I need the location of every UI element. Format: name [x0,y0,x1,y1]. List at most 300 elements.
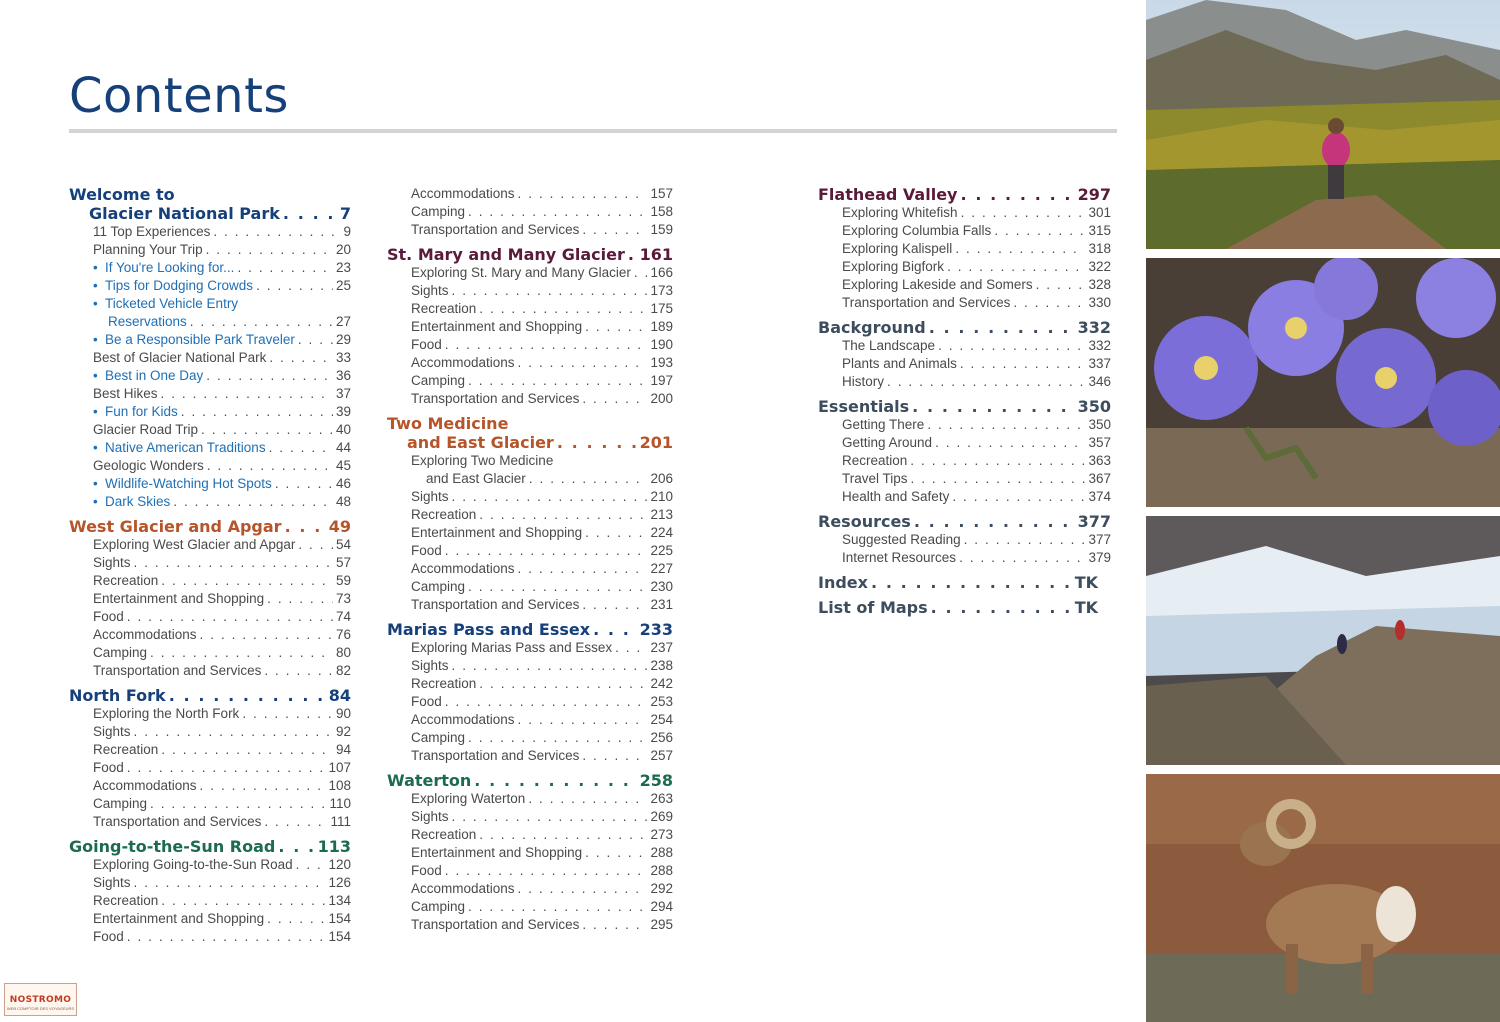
chapter-title: Going-to-the-Sun Road [69,837,276,856]
entry-page: 337 [1088,356,1111,371]
entry-page: 44 [335,440,351,455]
entry-label: Transportation and Services [411,597,580,612]
toc-entry[interactable] [387,880,673,898]
leader-dots [269,349,333,367]
toc-entry[interactable] [387,693,673,711]
entry-page: 301 [1088,205,1111,220]
section-list-of-maps [818,598,1098,617]
leader-dots [585,844,647,862]
nostromo-badge [4,983,77,1016]
bullet-icon: • [93,476,98,491]
leader-dots [161,892,325,910]
toc-entry[interactable] [69,928,351,946]
leader-dots [161,572,333,590]
chapter-page: 84 [328,686,351,705]
section-two-medicine [387,414,673,614]
entry-label: Camping [411,373,466,388]
toc-entry-line1[interactable]: Exploring Two Medicine [411,453,554,468]
toc-entry[interactable] [69,777,351,795]
leader-dots [452,657,648,675]
entry-label: Accommodations [411,712,515,727]
leader-dots [267,590,333,608]
entry-page: 158 [650,204,673,219]
toc-entry[interactable] [387,372,673,390]
toc-highlight-entry-line2[interactable] [69,313,351,331]
entry-page: 254 [650,712,673,727]
toc-highlight-entry[interactable] [69,367,351,385]
entry-label: Food [93,609,124,624]
toc-entry[interactable] [387,862,673,880]
toc-entry[interactable] [69,856,351,874]
toc-entry[interactable] [387,221,673,239]
entry-page: 29 [335,332,351,347]
entry-label: The Landscape [842,338,936,353]
entry-label: Accommodations [93,778,197,793]
leader-dots [201,421,333,439]
chapter-title-line1: Two Medicine [387,414,509,433]
entry-label: Exploring Kalispell [842,241,953,256]
entry-label: Exploring the North Fork [93,706,240,721]
bullet-icon: • [93,494,98,509]
entry-label: Camping [411,730,466,745]
bullet-icon: • [93,278,98,293]
badge-name: NOSTROMO [9,995,72,1005]
entry-page: 126 [328,875,351,890]
toc-entry[interactable] [818,373,1111,391]
leader-dots [452,282,648,300]
chapter-title-line1: Welcome to [69,185,175,204]
toc-column-1 [69,185,351,946]
toc-entry[interactable] [69,741,351,759]
toc-entry[interactable] [818,434,1111,452]
entry-label: Entertainment and Shopping [93,591,265,606]
leader-dots [557,433,637,452]
leader-dots [952,488,1085,506]
entry-page: 225 [650,543,673,558]
chapter-page: 377 [1077,512,1111,531]
entry-page: 200 [650,391,673,406]
toc-entry[interactable] [387,578,673,596]
entry-label: Sights [93,555,131,570]
entry-label: Food [411,694,442,709]
chapter-page: TK [1074,573,1098,592]
toc-entry[interactable] [69,223,351,241]
entry-page: 263 [650,791,673,806]
entry-label: Exploring Columbia Falls [842,223,992,238]
leader-dots [256,277,333,295]
toc-entry[interactable] [818,488,1111,506]
entry-page: 37 [335,386,351,401]
toc-chapter-resources[interactable] [818,512,1111,531]
toc-entry[interactable] [387,282,673,300]
leader-dots [960,355,1086,373]
toc-entry[interactable] [387,264,673,282]
toc-entry[interactable] [818,222,1111,240]
entry-label: Sights [411,283,449,298]
toc-entry[interactable] [387,185,673,203]
entry-label-continued: Reservations [108,314,187,329]
toc-entry[interactable] [387,916,673,934]
toc-entry[interactable] [818,204,1111,222]
bullet-icon: • [93,260,98,275]
toc-entry[interactable] [818,531,1111,549]
leader-dots [267,910,325,928]
section-background [818,318,1111,391]
toc-highlight-entry[interactable] [69,475,351,493]
toc-entry[interactable] [387,596,673,614]
leader-dots [474,771,636,790]
toc-entry[interactable] [387,898,673,916]
leader-dots [283,204,337,223]
leader-dots [264,662,333,680]
toc-entry[interactable] [818,294,1111,312]
entry-page: 332 [1088,338,1111,353]
toc-entry[interactable] [387,506,673,524]
leader-dots [127,608,333,626]
toc-chapter-north-fork[interactable] [69,686,351,705]
leader-dots [127,759,326,777]
toc-entry[interactable] [818,416,1111,434]
entry-page: 206 [650,471,673,486]
leader-dots [452,488,648,506]
entry-page: 292 [650,881,673,896]
entry-page: 107 [328,760,351,775]
entry-page: 25 [335,278,351,293]
toc-highlight-entry[interactable] [69,493,351,511]
toc-entry[interactable] [69,536,351,554]
toc-entry[interactable] [387,711,673,729]
entry-label: Tips for Dodging Crowds [105,278,254,293]
entry-label: History [842,374,885,389]
toc-chapter-two-medicine[interactable] [387,433,673,452]
entry-page: 193 [650,355,673,370]
toc-entry[interactable] [387,639,673,657]
leader-dots [181,403,333,421]
entry-label: Food [411,337,442,352]
toc-entry[interactable] [387,203,673,221]
toc-entry[interactable] [69,241,351,259]
chapter-title: and East Glacier [407,433,554,452]
toc-column-2 [387,185,673,934]
leader-dots [468,578,647,596]
toc-entry[interactable] [818,355,1111,373]
leader-dots [1036,276,1086,294]
entry-label: Transportation and Services [93,814,262,829]
toc-highlight-entry[interactable] [69,277,351,295]
entry-page: 227 [650,561,673,576]
leader-dots [479,506,647,524]
toc-entry[interactable] [387,390,673,408]
leader-dots [275,475,333,493]
toc-entry[interactable] [69,910,351,928]
section-going-to-the-sun-continued [387,185,673,239]
leader-dots [938,337,1085,355]
leader-dots [912,397,1074,416]
toc-entry[interactable] [69,759,351,777]
leader-dots [529,470,648,488]
badge-tagline: WEB COMPTOIR DES VOYAGEURS [6,1006,75,1011]
toc-entry[interactable] [387,844,673,862]
leader-dots [242,705,333,723]
leader-dots [237,259,333,277]
chapter-title: Waterton [387,771,472,790]
entry-page: 36 [335,368,351,383]
toc-entry[interactable] [387,542,673,560]
leader-dots [479,826,647,844]
entry-page: 73 [335,591,351,606]
leader-dots [150,644,333,662]
toc-chapter-st-mary[interactable] [387,245,673,264]
toc-entry[interactable] [387,354,673,372]
entry-page: 288 [650,845,673,860]
leader-dots [1013,294,1085,312]
toc-chapter-background[interactable] [818,318,1111,337]
toc-entry[interactable] [387,675,673,693]
entry-page: 175 [650,301,673,316]
leader-dots [914,512,1075,531]
toc-entry[interactable] [69,385,351,403]
entry-page: 288 [650,863,673,878]
leader-dots [910,452,1085,470]
entry-label: Exploring Whitefish [842,205,958,220]
entry-page: 90 [335,706,351,721]
entry-label: 11 Top Experiences [93,224,211,239]
toc-highlight-entry[interactable] [69,331,351,349]
toc-chapter-essentials[interactable] [818,397,1111,416]
entry-page: 23 [335,260,351,275]
toc-entry[interactable] [818,470,1111,488]
toc-entry[interactable] [387,826,673,844]
leader-dots [206,241,333,259]
toc-entry[interactable] [387,657,673,675]
toc-entry[interactable] [387,808,673,826]
leader-dots [169,686,326,705]
toc-highlight-entry[interactable] [69,403,351,421]
entry-label: Sights [411,658,449,673]
entry-label: Wildlife-Watching Hot Spots [105,476,272,491]
entry-label: Native American Traditions [105,440,266,455]
entry-page: 330 [1088,295,1111,310]
entry-label: Transportation and Services [411,391,580,406]
leader-dots [582,596,647,614]
entry-label: Camping [411,899,466,914]
toc-entry[interactable] [69,874,351,892]
chapter-title: Background [818,318,926,337]
title-divider [69,129,1117,133]
leader-dots [935,434,1085,452]
leader-dots [959,549,1085,567]
entry-label: Sights [411,809,449,824]
toc-entry[interactable] [818,337,1111,355]
leader-dots [955,240,1085,258]
leader-dots [871,573,1072,592]
toc-entry[interactable] [69,813,351,831]
leader-dots [298,331,333,349]
toc-entry[interactable] [818,276,1111,294]
toc-entry[interactable] [69,723,351,741]
chapter-page: 161 [639,245,673,264]
leader-dots [445,542,648,560]
section-index [818,573,1098,592]
toc-entry[interactable] [818,258,1111,276]
entry-page: 350 [1088,417,1111,432]
toc-chapter-welcome[interactable] [69,204,351,223]
entry-label: Exploring West Glacier and Apgar [93,537,296,552]
leader-dots [593,620,637,639]
toc-entry-line2[interactable] [387,470,673,488]
entry-page: 257 [650,748,673,763]
entry-label: Ticketed Vehicle Entry [105,296,239,311]
toc-entry[interactable] [387,729,673,747]
section-north-fork [69,686,351,831]
entry-label: Exploring Marias Pass and Essex [411,640,613,655]
leader-dots [173,493,333,511]
chapter-title: North Fork [69,686,166,705]
toc-entry[interactable] [69,892,351,910]
entry-label: Transportation and Services [842,295,1011,310]
leader-dots [285,517,326,536]
entry-label: Camping [411,204,466,219]
toc-chapter-flathead[interactable] [818,185,1111,204]
entry-label: Entertainment and Shopping [93,911,265,926]
page-title: Contents [69,68,289,124]
leader-dots [127,928,326,946]
entry-label: Internet Resources [842,550,957,565]
entry-page: 9 [343,224,351,239]
entry-label: Exploring Waterton [411,791,526,806]
leader-dots [615,639,647,657]
entry-label: Fun for Kids [105,404,178,419]
toc-entry[interactable] [387,488,673,506]
leader-dots [582,747,647,765]
toc-entry[interactable] [69,608,351,626]
toc-chapter-waterton[interactable] [387,771,673,790]
leader-dots [947,258,1085,276]
entry-label: Best of Glacier National Park [93,350,267,365]
entry-page: 210 [650,489,673,504]
toc-chapter-west-glacier[interactable] [69,517,351,536]
entry-label: Travel Tips [842,471,908,486]
entry-label: Suggested Reading [842,532,961,547]
chapter-page: 201 [639,433,673,452]
entry-label: Getting Around [842,435,933,450]
entry-page: 374 [1088,489,1111,504]
bullet-icon: • [93,404,98,419]
entry-page: 379 [1088,550,1111,565]
entry-label: Transportation and Services [93,663,262,678]
chapter-title: Index [818,573,868,592]
toc-entry[interactable] [387,336,673,354]
entry-page: 59 [335,573,351,588]
entry-page: 39 [335,404,351,419]
toc-entry[interactable] [69,590,351,608]
chapter-page: 297 [1077,185,1111,204]
entry-page: 159 [650,222,673,237]
leader-dots [445,336,648,354]
chapter-page: 49 [328,517,351,536]
leader-dots [190,313,333,331]
leader-dots [200,777,326,795]
entry-page: 253 [650,694,673,709]
toc-highlight-entry[interactable] [69,439,351,457]
entry-label: Best Hikes [93,386,158,401]
leader-dots [150,795,326,813]
toc-highlight-entry-line1[interactable] [69,295,351,313]
toc-entry[interactable] [818,240,1111,258]
entry-page: 377 [1088,532,1111,547]
toc-entry[interactable] [69,421,351,439]
entry-page: 120 [328,857,351,872]
entry-page: 269 [650,809,673,824]
toc-chapter-index[interactable] [818,573,1098,592]
entry-label: Food [93,929,124,944]
toc-entry[interactable] [69,349,351,367]
section-west-glacier [69,517,351,680]
entry-label: Be a Responsible Park Traveler [105,332,295,347]
toc-entry[interactable] [69,644,351,662]
section-welcome [69,185,351,511]
leader-dots [296,856,326,874]
chapter-title: Essentials [818,397,910,416]
leader-dots [518,880,648,898]
toc-chapter-going-to-the-sun[interactable] [69,837,351,856]
toc-entry[interactable] [387,790,673,808]
entry-page: 74 [335,609,351,624]
entry-page: 54 [335,537,351,552]
toc-entry[interactable] [69,795,351,813]
leader-dots [134,554,333,572]
photo-purple-wildflowers [1146,258,1500,507]
leader-dots [200,626,333,644]
leader-dots [161,741,333,759]
entry-page: 190 [650,337,673,352]
entry-label: Exploring Going-to-the-Sun Road [93,857,293,872]
entry-label: Recreation [411,301,477,316]
toc-chapter-marias-pass[interactable] [387,620,673,639]
toc-entry[interactable] [69,662,351,680]
entry-label: Exploring St. Mary and Many Glacier [411,265,631,280]
toc-entry[interactable] [387,524,673,542]
leader-dots [964,531,1086,549]
entry-label: Geologic Wonders [93,458,204,473]
toc-highlight-entry[interactable] [69,259,351,277]
entry-page: 315 [1088,223,1111,238]
toc-entry[interactable] [69,554,351,572]
toc-entry[interactable] [69,457,351,475]
toc-entry[interactable] [387,300,673,318]
entry-page: 80 [335,645,351,660]
chapter-title: Flathead Valley [818,185,958,204]
toc-entry[interactable] [69,572,351,590]
toc-entry[interactable] [69,705,351,723]
entry-page: 111 [330,814,351,829]
leader-dots [582,916,647,934]
toc-entry[interactable] [818,452,1111,470]
entry-label: Best in One Day [105,368,204,383]
toc-entry[interactable] [69,626,351,644]
entry-page: 57 [335,555,351,570]
toc-chapter-list-of-maps[interactable] [818,598,1098,617]
entry-label: Sights [411,489,449,504]
leader-dots [213,223,340,241]
toc-entry[interactable] [387,747,673,765]
leader-dots [585,524,647,542]
toc-entry[interactable] [818,549,1111,567]
leader-dots [445,862,648,880]
leader-dots [634,264,648,282]
toc-entry[interactable] [387,318,673,336]
toc-entry[interactable] [387,560,673,578]
